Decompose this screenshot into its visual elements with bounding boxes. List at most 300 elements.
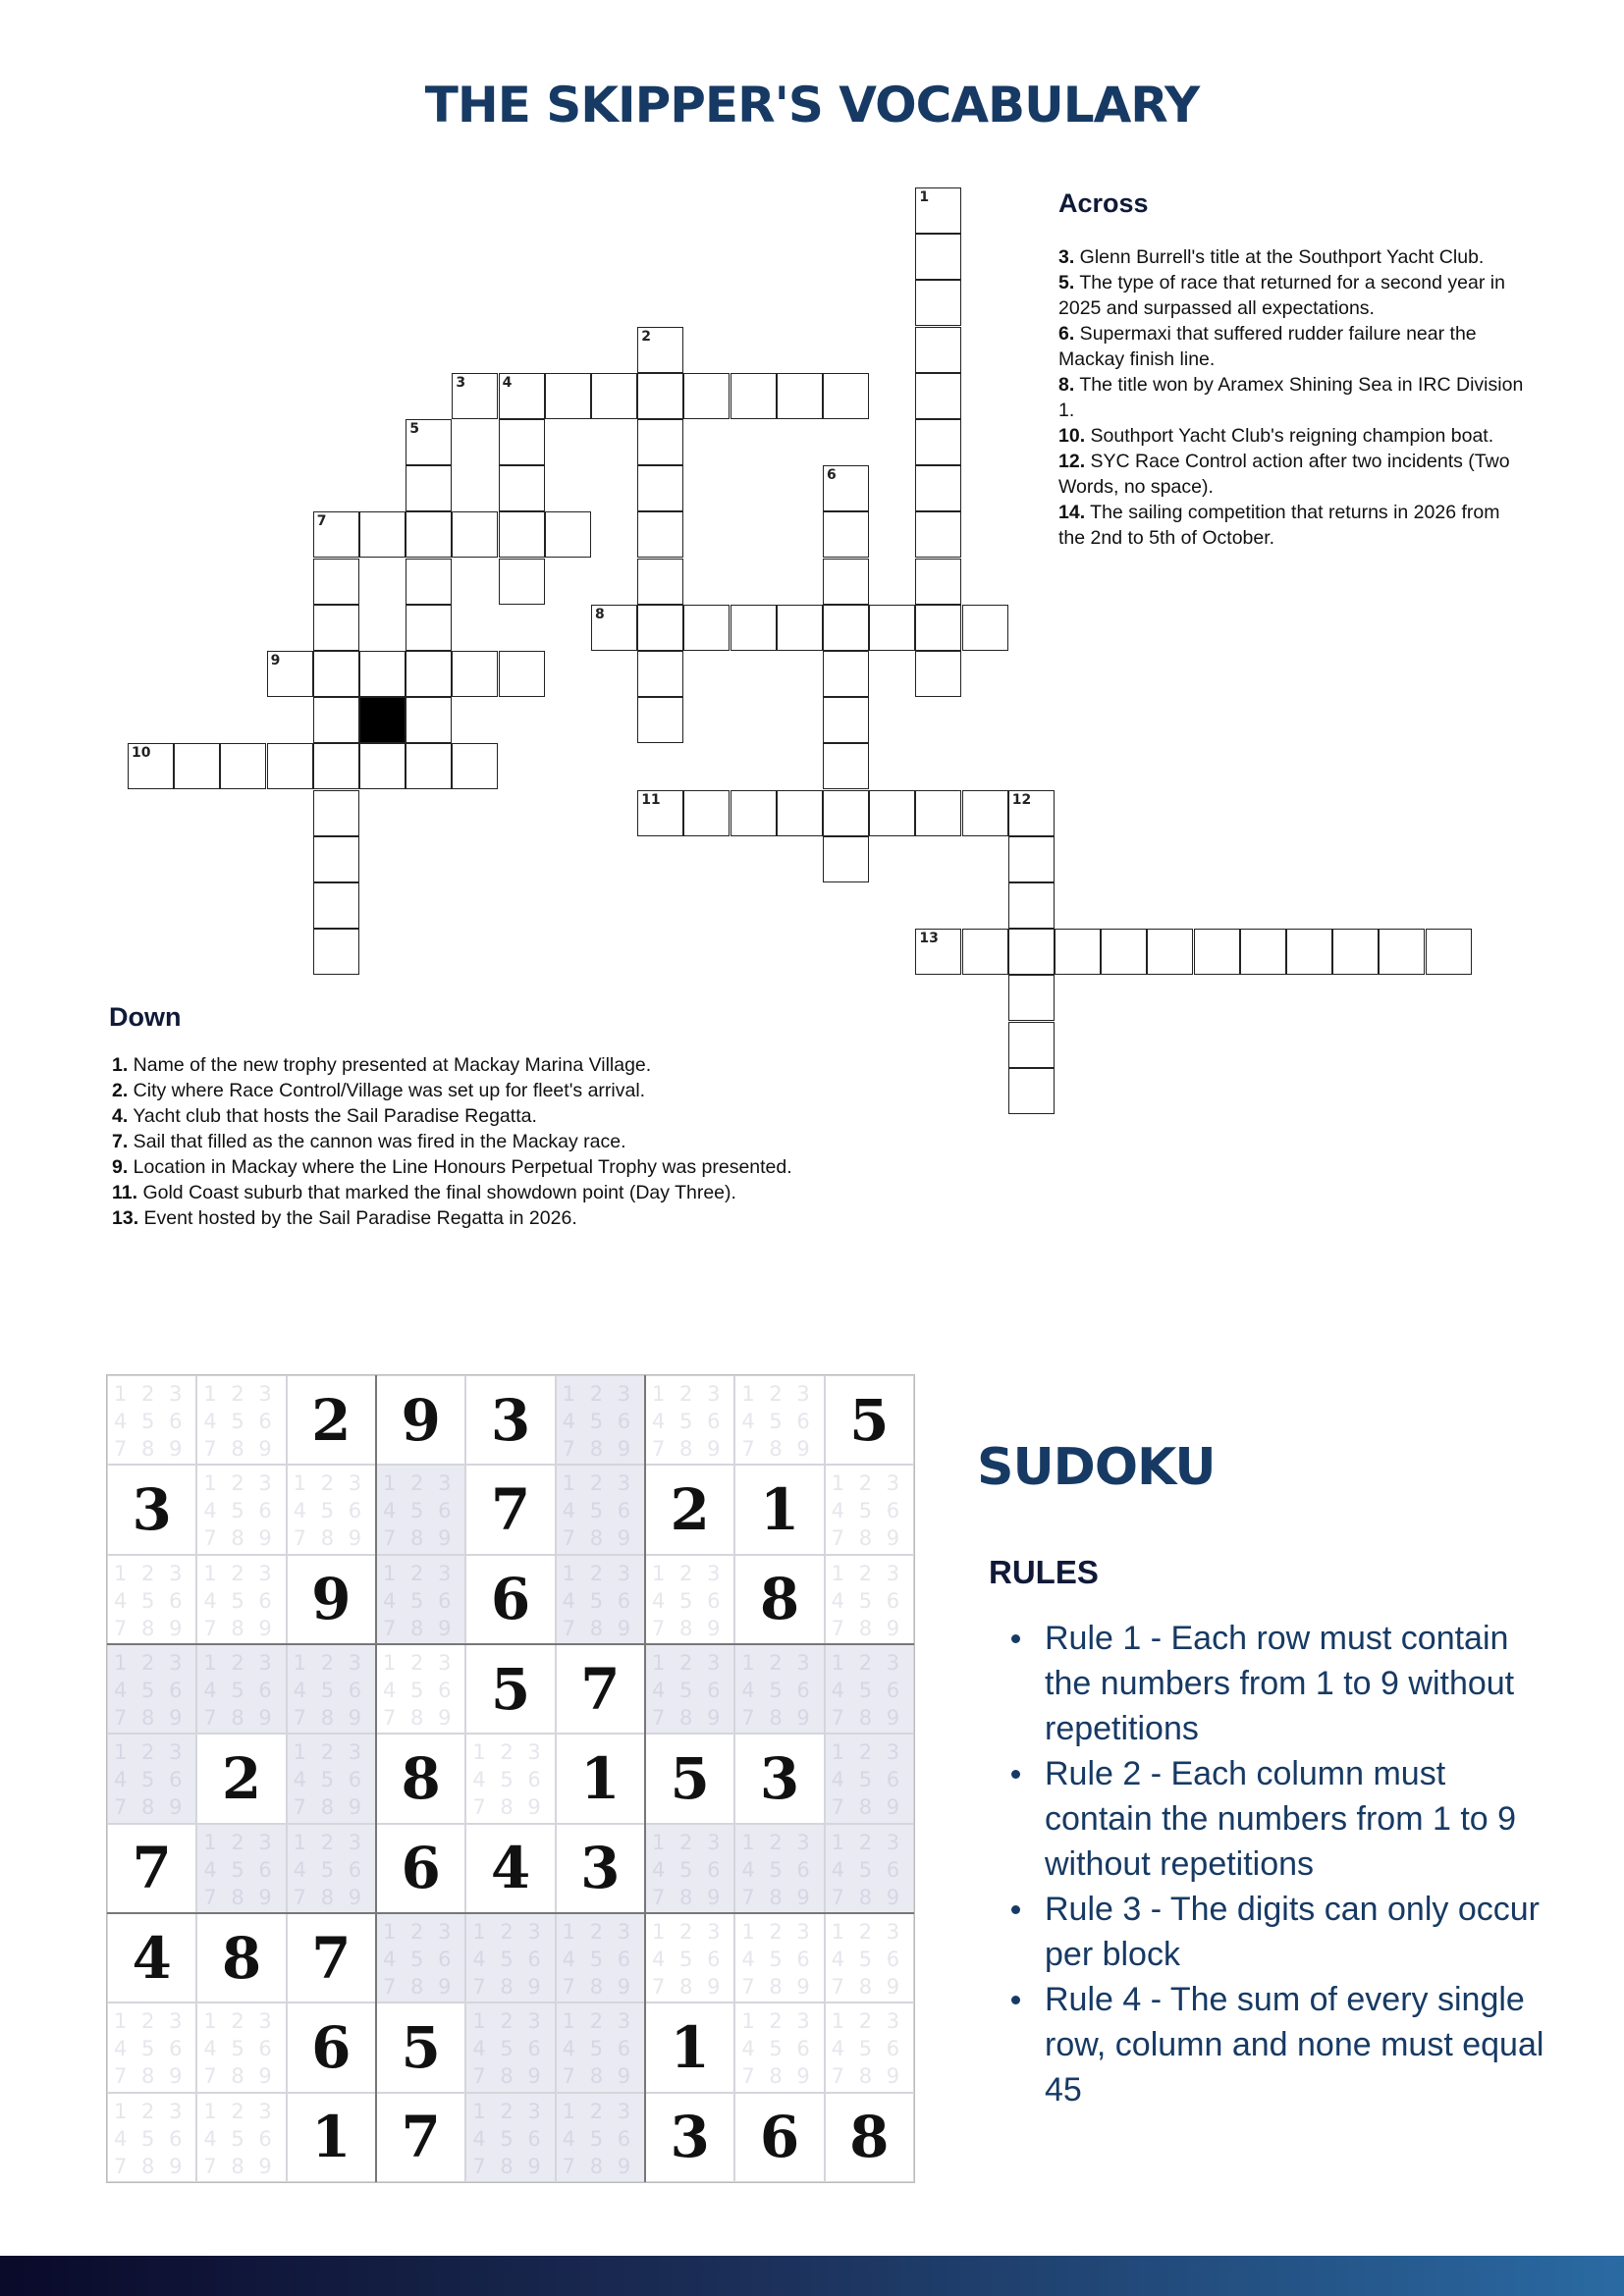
crossword-cell[interactable] (637, 605, 683, 651)
crossword-cell[interactable] (499, 559, 545, 605)
crossword-cell[interactable] (1101, 929, 1147, 975)
sudoku-given-digit: 5 (849, 1386, 890, 1454)
across-clue (1058, 270, 1530, 321)
sudoku-cell[interactable] (107, 1375, 196, 1465)
sudoku-cell[interactable] (734, 1913, 824, 2002)
sudoku-given-digit: 3 (132, 1475, 172, 1543)
sudoku-cell[interactable] (376, 1555, 465, 1644)
pencil-marks: 1 2 3 4 5 6 7 8 9 (741, 1920, 814, 1999)
pencil-marks: 1 2 3 4 5 6 7 8 9 (293, 1830, 366, 1909)
crossword-cell[interactable] (499, 511, 545, 558)
clue-number: 11 (641, 791, 661, 808)
pencil-marks: 1 2 3 4 5 6 7 8 9 (203, 2009, 276, 2089)
crossword-cell[interactable] (313, 882, 359, 929)
crossword-cell[interactable] (1240, 929, 1286, 975)
down-clue (112, 1180, 976, 1205)
across-heading: Across (1058, 188, 1149, 218)
clue-label: 4. (112, 1105, 129, 1127)
crossword-cell[interactable] (683, 605, 730, 651)
pencil-marks: 1 2 3 4 5 6 7 8 9 (652, 1830, 725, 1909)
crossword-cell[interactable] (1147, 929, 1193, 975)
sudoku-cell[interactable] (645, 1465, 734, 1554)
sudoku-cell[interactable] (465, 1375, 555, 1465)
pencil-marks: 1 2 3 4 5 6 7 8 9 (562, 1471, 635, 1551)
sudoku-cell[interactable] (376, 1375, 465, 1465)
sudoku-given-digit: 1 (759, 1475, 800, 1543)
crossword-cell[interactable] (915, 790, 961, 836)
pencil-marks: 1 2 3 4 5 6 7 8 9 (203, 1561, 276, 1640)
crossword-cell[interactable] (915, 465, 961, 511)
sudoku-cell[interactable] (196, 1644, 286, 1734)
sudoku-given-digit: 4 (132, 1924, 172, 1992)
crossword-cell[interactable] (637, 465, 683, 511)
crossword-cell[interactable] (915, 929, 961, 975)
crossword-cell[interactable] (915, 651, 961, 697)
pencil-marks: 1 2 3 4 5 6 7 8 9 (472, 2099, 545, 2178)
clue-text: Supermaxi that suffered rudder failure near the Mackay finish line. (1058, 323, 1477, 370)
pencil-marks: 1 2 3 4 5 6 7 8 9 (831, 1561, 904, 1640)
sudoku-cell[interactable] (196, 1734, 286, 1823)
crossword-cell[interactable] (915, 373, 961, 419)
crossword-cell[interactable] (545, 511, 591, 558)
sudoku-given-digit: 6 (401, 1835, 441, 1902)
sudoku-given-digit: 4 (490, 1835, 531, 1902)
sudoku-cell[interactable] (287, 2093, 376, 2182)
pencil-marks: 1 2 3 4 5 6 7 8 9 (114, 1561, 187, 1640)
sudoku-cell[interactable] (825, 1734, 914, 1823)
clue-text: City where Race Control/Village was set up for fleet's arrival. (128, 1080, 646, 1101)
sudoku-given-digit: 3 (670, 2104, 710, 2171)
rule-item (988, 1977, 1547, 2112)
crossword-cell[interactable] (359, 743, 406, 789)
clue-label: 1. (112, 1054, 129, 1076)
pencil-marks: 1 2 3 4 5 6 7 8 9 (114, 1740, 187, 1820)
sudoku-cell[interactable] (196, 1375, 286, 1465)
pencil-marks: 1 2 3 4 5 6 7 8 9 (741, 2009, 814, 2089)
pencil-marks: 1 2 3 4 5 6 7 8 9 (831, 1830, 904, 1909)
crossword-cell[interactable] (823, 697, 869, 743)
sudoku-cell[interactable] (734, 2093, 824, 2182)
sudoku-cell[interactable] (556, 1913, 645, 2002)
sudoku-given-digit: 9 (401, 1386, 441, 1454)
rule-item (988, 1616, 1547, 1751)
crossword-cell[interactable] (962, 790, 1008, 836)
crossword-cell[interactable] (406, 419, 452, 465)
across-clue (1058, 321, 1530, 372)
crossword-cell[interactable] (823, 790, 869, 836)
down-clue (112, 1205, 976, 1231)
clue-text: Gold Coast suburb that marked the final showdown point (Day Three). (137, 1182, 736, 1203)
rule-text: Rule 2 - Each column must contain the numbers from 1 to 9 without repetitions (1045, 1755, 1517, 1883)
sudoku-cell[interactable] (196, 1824, 286, 1913)
down-clue (112, 1129, 976, 1154)
sudoku-cell[interactable] (107, 1913, 196, 2002)
sudoku-cell[interactable] (107, 1644, 196, 1734)
crossword-cell[interactable] (823, 605, 869, 651)
crossword-cell[interactable] (637, 511, 683, 558)
sudoku-cell[interactable] (825, 1555, 914, 1644)
sudoku-cell[interactable] (556, 2002, 645, 2092)
crossword-cell[interactable] (731, 605, 777, 651)
crossword-cell[interactable] (823, 836, 869, 882)
crossword-cell[interactable] (1286, 929, 1332, 975)
sudoku-cell[interactable] (107, 2002, 196, 2092)
sudoku-cell[interactable] (287, 2002, 376, 2092)
crossword-cell[interactable] (915, 511, 961, 558)
sudoku-given-digit: 3 (490, 1386, 531, 1454)
crossword-cell[interactable] (359, 651, 406, 697)
pencil-marks: 1 2 3 4 5 6 7 8 9 (383, 1561, 456, 1640)
crossword-cell[interactable] (683, 373, 730, 419)
sudoku-cell[interactable] (376, 2093, 465, 2182)
down-clue (112, 1154, 976, 1180)
pencil-marks: 1 2 3 4 5 6 7 8 9 (203, 2099, 276, 2178)
pencil-marks: 1 2 3 4 5 6 7 8 9 (562, 1382, 635, 1461)
sudoku-cell[interactable] (734, 2002, 824, 2092)
sudoku-given-digit: 7 (132, 1835, 172, 1902)
crossword-cell[interactable] (499, 373, 545, 419)
sudoku-cell[interactable] (376, 1913, 465, 2002)
sudoku-cell[interactable] (825, 1465, 914, 1554)
pencil-marks: 1 2 3 4 5 6 7 8 9 (114, 1651, 187, 1730)
sudoku-cell[interactable] (556, 1734, 645, 1823)
crossword-cell[interactable] (313, 511, 359, 558)
sudoku-cell[interactable] (465, 2002, 555, 2092)
sudoku-cell[interactable] (825, 1644, 914, 1734)
crossword-cell[interactable] (1008, 790, 1055, 836)
crossword-cell[interactable] (637, 419, 683, 465)
crossword-cell[interactable] (1055, 929, 1101, 975)
sudoku-given-digit: 3 (759, 1744, 800, 1812)
pencil-marks: 1 2 3 4 5 6 7 8 9 (114, 2009, 187, 2089)
bullet-icon (1011, 1634, 1020, 1643)
crossword-cell[interactable] (220, 743, 266, 789)
sudoku-cell[interactable] (107, 1734, 196, 1823)
sudoku-cell[interactable] (556, 1555, 645, 1644)
crossword-cell[interactable] (637, 559, 683, 605)
crossword-cell[interactable] (777, 605, 823, 651)
sudoku-given-digit: 6 (759, 2104, 800, 2171)
crossword-cell[interactable] (313, 836, 359, 882)
pencil-marks: 1 2 3 4 5 6 7 8 9 (652, 1382, 725, 1461)
sudoku-cell[interactable] (465, 1465, 555, 1554)
rule-item (988, 1887, 1547, 1977)
clue-label: 13. (112, 1207, 139, 1229)
sudoku-cell[interactable] (734, 1555, 824, 1644)
page-title: THE SKIPPER'S VOCABULARY (424, 77, 1200, 133)
sudoku-given-digit: 5 (490, 1655, 531, 1723)
crossword-cell[interactable] (731, 790, 777, 836)
sudoku-given-digit: 7 (580, 1655, 621, 1723)
sudoku-cell[interactable] (287, 1824, 376, 1913)
pencil-marks: 1 2 3 4 5 6 7 8 9 (652, 1651, 725, 1730)
crossword-cell[interactable] (313, 790, 359, 836)
clue-number: 7 (316, 513, 327, 530)
crossword-cell[interactable] (637, 373, 683, 419)
sudoku-cell[interactable] (645, 2002, 734, 2092)
crossword-cell[interactable] (1008, 975, 1055, 1021)
crossword-cell[interactable] (406, 465, 452, 511)
crossword-cell[interactable] (452, 743, 498, 789)
pencil-marks: 1 2 3 4 5 6 7 8 9 (831, 2009, 904, 2089)
pencil-marks: 1 2 3 4 5 6 7 8 9 (203, 1651, 276, 1730)
clue-number: 12 (1011, 791, 1032, 808)
sudoku-given-digit: 8 (849, 2104, 890, 2171)
crossword-cell[interactable] (962, 605, 1008, 651)
crossword-cell[interactable] (1008, 882, 1055, 929)
sudoku-cell[interactable] (825, 1913, 914, 2002)
sudoku-cell[interactable] (376, 1824, 465, 1913)
sudoku-cell[interactable] (556, 1644, 645, 1734)
sudoku-given-digit: 7 (490, 1475, 531, 1543)
pencil-marks: 1 2 3 4 5 6 7 8 9 (741, 1382, 814, 1461)
pencil-marks: 1 2 3 4 5 6 7 8 9 (562, 2099, 635, 2178)
crossword-cell[interactable] (313, 697, 359, 743)
crossword-cell[interactable] (915, 559, 961, 605)
sudoku-cell[interactable] (465, 1824, 555, 1913)
crossword-cell[interactable] (637, 651, 683, 697)
crossword-cell[interactable] (313, 651, 359, 697)
clue-label: 10. (1058, 425, 1086, 447)
crossword-cell[interactable] (591, 373, 637, 419)
crossword-cell[interactable] (174, 743, 220, 789)
clue-text: The type of race that returned for a second year in 2025 and surpassed all expectations. (1058, 272, 1505, 319)
sudoku-cell[interactable] (287, 1644, 376, 1734)
crossword-cell[interactable] (823, 743, 869, 789)
sudoku-cell[interactable] (196, 1913, 286, 2002)
sudoku-cell[interactable] (465, 1913, 555, 2002)
crossword-cell[interactable] (452, 511, 498, 558)
crossword-cell[interactable] (1194, 929, 1240, 975)
sudoku-cell[interactable] (825, 2002, 914, 2092)
sudoku-cell[interactable] (376, 1644, 465, 1734)
rules-title: RULES (989, 1554, 1099, 1590)
sudoku-cell[interactable] (196, 1555, 286, 1644)
crossword-cell[interactable] (313, 559, 359, 605)
crossword-cell[interactable] (499, 419, 545, 465)
across-clue (1058, 500, 1530, 551)
sudoku-given-digit: 6 (311, 2013, 352, 2081)
crossword-cell[interactable] (1008, 836, 1055, 882)
crossword-cell[interactable] (823, 465, 869, 511)
crossword-cell[interactable] (1008, 1068, 1055, 1114)
crossword-cell[interactable] (823, 559, 869, 605)
sudoku-cell[interactable] (465, 2093, 555, 2182)
sudoku-given-digit: 2 (311, 1386, 352, 1454)
crossword-cell[interactable] (128, 743, 174, 789)
crossword-cell[interactable] (406, 743, 452, 789)
clue-text: Name of the new trophy presented at Mackay Marina Village. (128, 1054, 652, 1076)
crossword-cell[interactable] (915, 419, 961, 465)
crossword-cell[interactable] (359, 511, 406, 558)
sudoku-cell[interactable] (825, 1375, 914, 1465)
crossword-cell[interactable] (869, 790, 915, 836)
sudoku-cell[interactable] (825, 2093, 914, 2182)
sudoku-given-digit: 3 (580, 1835, 621, 1902)
crossword-cell[interactable] (1379, 929, 1425, 975)
sudoku-given-digit: 7 (401, 2104, 441, 2171)
bullet-icon (1011, 1996, 1020, 2004)
sudoku-cell[interactable] (376, 2002, 465, 2092)
crossword-cell[interactable] (406, 697, 452, 743)
block-divider (375, 1375, 377, 2182)
sudoku-cell[interactable] (556, 1465, 645, 1554)
crossword-cell[interactable] (267, 651, 313, 697)
across-clue (1058, 372, 1530, 423)
pencil-marks: 1 2 3 4 5 6 7 8 9 (203, 1471, 276, 1551)
sudoku-cell[interactable] (287, 1555, 376, 1644)
block-divider (644, 1375, 646, 2182)
pencil-marks: 1 2 3 4 5 6 7 8 9 (472, 2009, 545, 2089)
sudoku-cell[interactable] (196, 2093, 286, 2182)
bullet-icon (1011, 1770, 1020, 1779)
crossword-cell[interactable] (823, 511, 869, 558)
pencil-marks: 1 2 3 4 5 6 7 8 9 (383, 1920, 456, 1999)
crossword-cell[interactable] (1426, 929, 1472, 975)
crossword-cell[interactable] (823, 373, 869, 419)
clue-number: 8 (595, 606, 605, 622)
rule-item (988, 1751, 1547, 1887)
rule-text: Rule 1 - Each row must contain the numbers from 1 to 9 without repetitions (1045, 1620, 1515, 1747)
down-heading: Down (109, 1002, 182, 1032)
sudoku-cell[interactable] (645, 1644, 734, 1734)
crossword-cell[interactable] (777, 790, 823, 836)
sudoku-cell[interactable] (196, 1465, 286, 1554)
sudoku-cell[interactable] (107, 1555, 196, 1644)
pencil-marks: 1 2 3 4 5 6 7 8 9 (831, 1651, 904, 1730)
down-clues (112, 1052, 976, 1231)
crossword-cell[interactable] (637, 790, 683, 836)
sudoku-cell[interactable] (734, 1824, 824, 1913)
crossword-cell[interactable] (823, 651, 869, 697)
crossword-cell[interactable] (1332, 929, 1379, 975)
pencil-marks: 1 2 3 4 5 6 7 8 9 (741, 1830, 814, 1909)
sudoku-cell[interactable] (556, 2093, 645, 2182)
pencil-marks: 1 2 3 4 5 6 7 8 9 (562, 1561, 635, 1640)
clue-text: The sailing competition that returns in 2026 from the 2nd to 5th of October. (1058, 502, 1500, 549)
crossword-cell[interactable] (406, 651, 452, 697)
crossword-cell[interactable] (313, 743, 359, 789)
pencil-marks: 1 2 3 4 5 6 7 8 9 (562, 1920, 635, 1999)
clue-number: 3 (456, 374, 466, 391)
crossword-cell[interactable] (962, 929, 1008, 975)
footer-bar (0, 2256, 1624, 2296)
crossword-cell[interactable] (313, 605, 359, 651)
crossword-cell[interactable] (777, 373, 823, 419)
crossword-cell[interactable] (313, 929, 359, 975)
sudoku-cell[interactable] (734, 1644, 824, 1734)
clue-label: 5. (1058, 272, 1075, 294)
sudoku-cell[interactable] (645, 2093, 734, 2182)
crossword-cell[interactable] (1008, 1022, 1055, 1068)
sudoku-given-digit: 1 (670, 2013, 710, 2081)
crossword-cell[interactable] (591, 605, 637, 651)
sudoku-cell[interactable] (556, 1375, 645, 1465)
crossword-cell[interactable] (915, 280, 961, 326)
clue-number: 5 (409, 421, 419, 437)
pencil-marks: 1 2 3 4 5 6 7 8 9 (293, 1471, 366, 1551)
clue-number: 1 (919, 189, 930, 205)
sudoku-given-digit: 2 (670, 1475, 710, 1543)
crossword-cell[interactable] (499, 651, 545, 697)
clue-label: 6. (1058, 323, 1075, 345)
crossword-cell[interactable] (406, 605, 452, 651)
pencil-marks: 1 2 3 4 5 6 7 8 9 (203, 1382, 276, 1461)
sudoku-cell[interactable] (734, 1375, 824, 1465)
sudoku-cell[interactable] (556, 1824, 645, 1913)
crossword-cell[interactable] (915, 327, 961, 373)
clue-label: 7. (112, 1131, 129, 1152)
pencil-marks: 1 2 3 4 5 6 7 8 9 (293, 1651, 366, 1730)
sudoku-cell[interactable] (376, 1465, 465, 1554)
clue-number: 4 (502, 374, 513, 391)
crossword-cell[interactable] (545, 373, 591, 419)
sudoku-cell[interactable] (107, 1465, 196, 1554)
sudoku-cell[interactable] (645, 1375, 734, 1465)
sudoku-given-digit: 8 (401, 1744, 441, 1812)
sudoku-cell[interactable] (645, 1824, 734, 1913)
across-clue (1058, 423, 1530, 449)
sudoku-given-digit: 6 (490, 1566, 531, 1633)
sudoku-title: SUDOKU (977, 1438, 1216, 1497)
sudoku-cell[interactable] (287, 1375, 376, 1465)
pencil-marks: 1 2 3 4 5 6 7 8 9 (562, 2009, 635, 2089)
sudoku-given-digit: 5 (401, 2013, 441, 2081)
sudoku-cell[interactable] (287, 1913, 376, 2002)
crossword-cell[interactable] (683, 790, 730, 836)
crossword-cell[interactable] (406, 559, 452, 605)
clue-text: Event hosted by the Sail Paradise Regatta in 2026. (138, 1207, 577, 1229)
crossword-cell[interactable] (499, 465, 545, 511)
sudoku-cell[interactable] (645, 1913, 734, 2002)
block-divider (107, 1643, 914, 1645)
sudoku-cell[interactable] (645, 1555, 734, 1644)
clue-label: 9. (112, 1156, 129, 1178)
sudoku-cell[interactable] (287, 1465, 376, 1554)
sudoku-cell[interactable] (825, 1824, 914, 1913)
crossword-cell[interactable] (406, 511, 452, 558)
crossword-cell[interactable] (267, 743, 313, 789)
clue-label: 11. (112, 1182, 138, 1203)
sudoku-cell[interactable] (465, 1734, 555, 1823)
crossword-cell[interactable] (915, 187, 961, 234)
down-clue (112, 1052, 976, 1078)
crossword-cell[interactable] (731, 373, 777, 419)
crossword-cell[interactable] (915, 234, 961, 280)
sudoku-cell[interactable] (107, 1824, 196, 1913)
crossword-cell[interactable] (637, 327, 683, 373)
crossword-cell[interactable] (637, 697, 683, 743)
crossword-cell[interactable] (452, 651, 498, 697)
sudoku-cell[interactable] (734, 1465, 824, 1554)
crossword-cell[interactable] (452, 373, 498, 419)
sudoku-cell[interactable] (734, 1734, 824, 1823)
crossword-cell[interactable] (869, 605, 915, 651)
sudoku-cell[interactable] (107, 2093, 196, 2182)
sudoku-cell[interactable] (287, 1734, 376, 1823)
clue-number: 2 (641, 328, 651, 345)
sudoku-cell[interactable] (196, 2002, 286, 2092)
crossword-black-cell (359, 697, 406, 743)
crossword-cell[interactable] (915, 605, 961, 651)
pencil-marks: 1 2 3 4 5 6 7 8 9 (831, 1740, 904, 1820)
sudoku-cell[interactable] (465, 1555, 555, 1644)
sudoku-cell[interactable] (645, 1734, 734, 1823)
sudoku-cell[interactable] (376, 1734, 465, 1823)
crossword-cell[interactable] (1008, 929, 1055, 975)
sudoku-cell[interactable] (465, 1644, 555, 1734)
pencil-marks: 1 2 3 4 5 6 7 8 9 (383, 1651, 456, 1730)
